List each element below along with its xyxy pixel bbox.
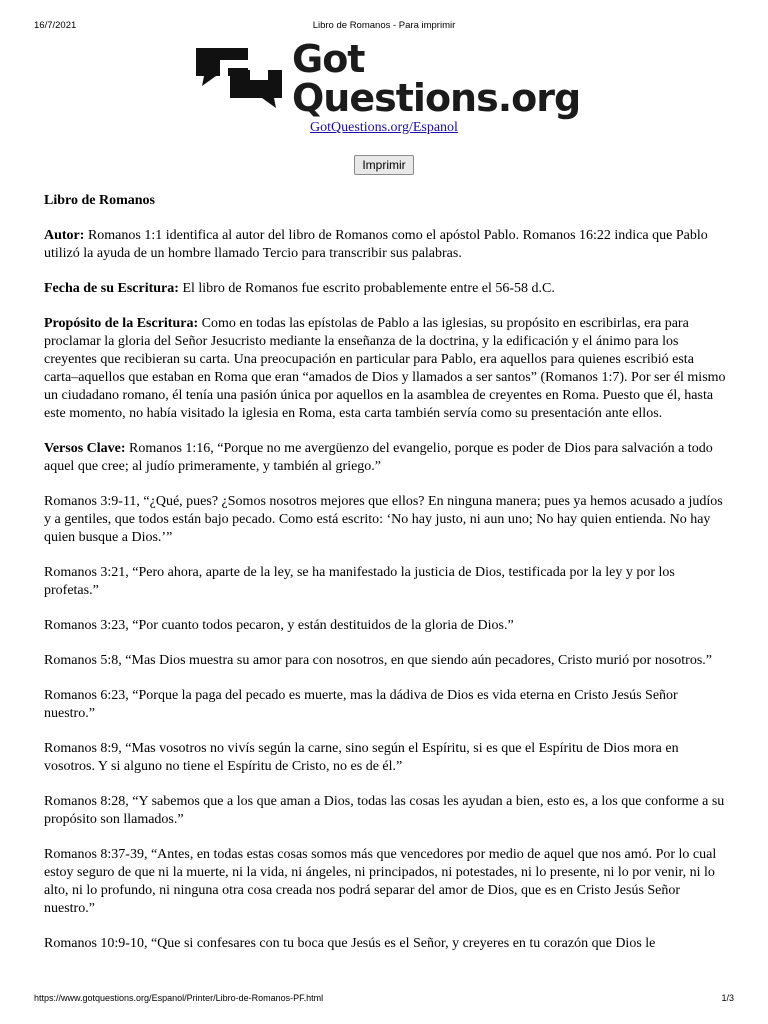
purpose-label: Propósito de la Escritura:	[44, 316, 199, 331]
print-footer	[0, 993, 768, 1007]
key-verses-text: Romanos 1:16, “Porque no me avergüenzo del evangelio, porque es poder de Dios para salvación a todo aquel que cree; al judío primeramente, y también al griego.”	[44, 441, 713, 474]
date-label: Fecha de su Escritura:	[44, 281, 179, 296]
verse-paragraph: Romanos 3:23, “Por cuanto todos pecaron, y están destituidos de la gloria de Dios.”	[44, 618, 514, 633]
verse-paragraph: Romanos 3:9-11, “¿Qué, pues? ¿Somos nosotros mejores que ellos? En ninguna manera; pues ya hemos acusado a judíos y a gentiles, que todos están bajo pecado. Como está escrito: ‘No hay justo, ni aun uno; No hay quien entienda. No hay quien busque a Dios.’”	[44, 494, 723, 545]
verse-paragraph: Romanos 8:9, “Mas vosotros no vivís según la carne, sino según el Espíritu, si es que el Espíritu de Dios mora en vosotros. Y si alguno no tiene el Espíritu de Cristo, no es de él.”	[44, 741, 679, 774]
site-link[interactable]: GotQuestions.org/Espanol	[310, 120, 458, 135]
purpose-paragraph	[44, 315, 729, 423]
verse-paragraph: Romanos 5:8, “Mas Dios muestra su amor para con nosotros, en que siendo aún pecadores, Cristo murió por nosotros.”	[44, 653, 712, 668]
date-paragraph	[44, 280, 729, 298]
speech-bubbles-icon	[194, 46, 286, 112]
site-link-wrap	[0, 120, 768, 136]
key-verses-label: Versos Clave:	[44, 441, 126, 456]
purpose-text: Como en todas las epístolas de Pablo a las iglesias, su propósito en escribirlas, era para proclamar la gloria del Señor Jesucristo mediante la enseñanza de la doctrina, y la edificación y el ánimo para los creyentes que recibieran su carta. Una preocupación en particular para Pablo, era aquellos para quienes escribió esta carta–aquellos que estaban en Roma que eran “amados de Dios y llamados a ser santos” (Romanos 1:7). Por ser él mismo un ciudadano romano, él tenía una pasión única por aquellos en la asamblea de creyentes en Roma. Puesto que él, hasta este momento, no había visitado la iglesia en Roma, esta carta también servía como su presentación ante ellos.	[44, 316, 726, 421]
author-label: Autor:	[44, 228, 85, 243]
verse-paragraph: Romanos 3:21, “Pero ahora, aparte de la ley, se ha manifestado la justicia de Dios, testificada por la ley y por los profetas.”	[44, 565, 675, 598]
verse-paragraph: Romanos 8:37-39, “Antes, en todas estas cosas somos más que vencedores por medio de aquel que nos amó. Por lo cual estoy seguro de que ni la muerte, ni la vida, ni ángeles, ni principados, ni potestades, ni lo presente, ni lo por venir, ni lo alto, ni lo profundo, ni ninguna otra cosa creada nos podrá separar del amor de Dios, que es en Cristo Jesús Señor nuestro.”	[44, 847, 717, 916]
document-body	[44, 192, 729, 970]
print-date: 16/7/2021	[34, 20, 77, 31]
verse-paragraph: Romanos 8:28, “Y sabemos que a los que aman a Dios, todas las cosas les ayudan a bien, esto es, a los que conforme a su propósito son llamados.”	[44, 794, 725, 827]
verse-paragraph: Romanos 6:23, “Porque la paga del pecado es muerte, mas la dádiva de Dios es vida eterna en Cristo Jesús Señor nuestro.”	[44, 688, 678, 721]
print-button-wrap	[0, 155, 768, 175]
date-text: El libro de Romanos fue escrito probablemente entre el 56-58 d.C.	[178, 281, 555, 296]
gotquestions-logo	[194, 37, 581, 120]
logo-line1: Got	[292, 37, 365, 81]
verse-paragraph: Romanos 10:9-10, “Que si confesares con tu boca que Jesús es el Señor, y creyeres en tu corazón que Dios le	[44, 936, 656, 951]
document-title: Libro de Romanos	[44, 193, 155, 208]
logo-line2: Questions.org	[292, 76, 581, 120]
print-header	[0, 0, 768, 31]
print-button[interactable]: Imprimir	[354, 155, 413, 175]
key-verses-paragraph	[44, 440, 729, 476]
print-url: https://www.gotquestions.org/Espanol/Printer/Libro-de-Romanos-PF.html	[34, 993, 324, 1003]
print-page-title: Libro de Romanos - Para imprimir	[312, 20, 456, 31]
page-number: 1/3	[721, 993, 734, 1003]
author-text: Romanos 1:1 identifica al autor del libro de Romanos como el apóstol Pablo. Romanos 16:22 indica que Pablo utilizó la ayuda de un hombre llamado Tercio para transcribir sus palabras.	[44, 228, 708, 261]
author-paragraph	[44, 227, 729, 263]
